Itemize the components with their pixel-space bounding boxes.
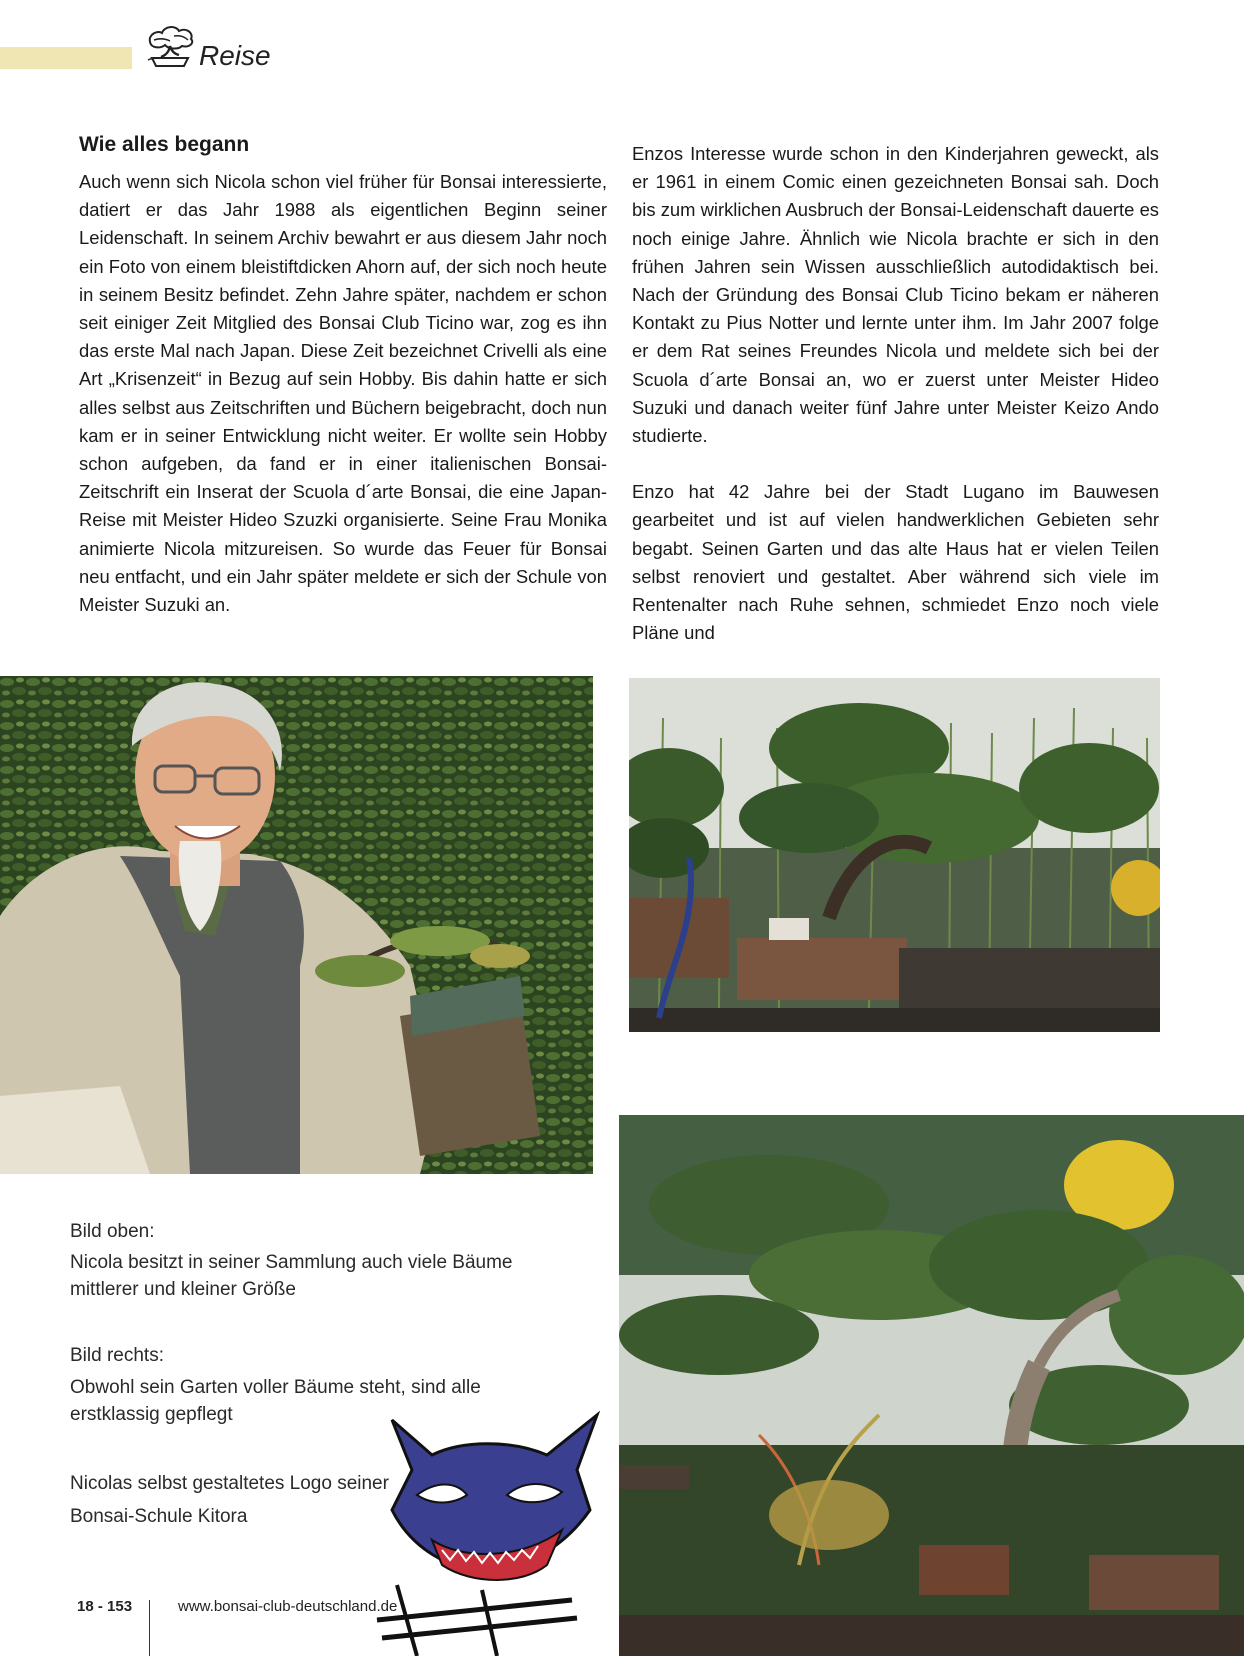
article-right-column [632, 140, 1159, 647]
article-paragraph: Enzos Interesse wurde schon in den Kinderjahren geweckt, als er 1961 in einem Comic einen gezeichneten Bonsai sah. Doch bis zum wirklichen Ausbruch der Bonsai-Leidenschaft dauerte es noch einige Jahre. Ähnlich wie Nicola brachte er sich in den frühen Jahren sein Wissen ausschließlich autodidaktisch bei. Nach der Gründung des Bonsai Club Ticino bekam er näheren Kontakt zu Pius Notter und lernte unter ihm. Im Jahr 2007 folge er dem Rat seines Freundes Nicola und meldete sich bei der Scuola d´arte Bonsai an, wo er zuerst unter Meister Hideo Suzuki und danach weiter fünf Jahre unter Meister Keizo Ando studierte. [632, 143, 1159, 447]
article-paragraph: Auch wenn sich Nicola schon viel früher für Bonsai interessierte, datiert er das Jahr 1988 als eigentlichen Beginn seiner Leidenschaft. In seinem Archiv bewahrt er aus diesem Jahr noch ein Foto von einem bleistiftdicken Ahorn auf, der sich noch heute in seinem Besitz befindet. Zehn Jahre später, nachdem er schon seit einiger Zeit Mitglied des Bonsai Club Ticino war, zog es ihn das erste Mal nach Japan. Diese Zeit bezeichnet Crivelli als eine Art „Krisenzeit“ in Bezug auf sein Hobby. Bis dahin hatte er sich alles selbst aus Zeitschriften und Büchern beigebracht, doch nun kam er in seiner Entwicklung nicht weiter. Er wollte sein Hobby schon aufgeben, da fand er in einer italienischen Bonsai-Zeitschrift ein Inserat der Scuola d´arte Bonsai, die eine Japan-Reise mit Meister Hideo Szuzki organisierte. Seine Frau Monika animierte Nicola mitzureisen. So wurde das Feuer für Bonsai neu entfacht, und ein Jahr später meldete er sich der Schule von Meister Suzuki an. [79, 171, 607, 616]
section-title: Reise [199, 40, 271, 71]
kitora-logo-drawing [372, 1400, 612, 1656]
article-paragraph: Enzo hat 42 Jahre bei der Stadt Lugano im Bauwesen gearbeitet und ist auf vielen handwerklichen Gebieten sehr begabt. Seinen Garten und das alte Haus hat er vielen Teilen selbst renoviert und gestaltet. Aber während sich viele im Rentenalter nach Ruhe sehnen, schmiedet Enzo noch viele Pläne und [632, 481, 1159, 644]
page-number: 18 - 153 [77, 1598, 133, 1615]
caption-text-logo: Nicolas selbst gestaltetes Logo seiner Bonsai-Schule Kitora [70, 1473, 389, 1527]
footer-url[interactable]: www.bonsai-club-deutschland.de [178, 1598, 398, 1615]
caption-text-top: Nicola besitzt in seiner Sammlung auch viele Bäume mittlerer und kleiner Größe [70, 1252, 513, 1300]
footer-divider [149, 1600, 150, 1656]
caption-label-top: Bild oben: [70, 1221, 155, 1242]
garden-photo-top [629, 678, 1160, 1032]
garden-photo-bottom [619, 1115, 1244, 1656]
portrait-photo [0, 676, 593, 1174]
caption-text-right: Obwohl sein Garten voller Bäume steht, sind alle erstklassig gepflegt [70, 1377, 481, 1425]
caption-label-right: Bild rechts: [70, 1345, 164, 1366]
header-accent-bar [0, 47, 132, 69]
bonsai-tree-icon [144, 24, 196, 70]
article-heading: Wie alles begann [79, 133, 250, 156]
article-left-column [79, 130, 607, 619]
